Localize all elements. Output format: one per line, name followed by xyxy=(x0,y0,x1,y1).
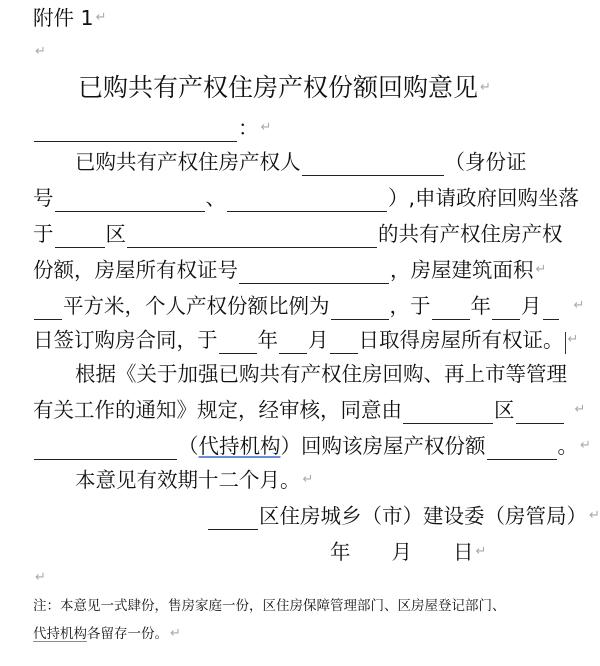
text-cursor xyxy=(565,332,566,354)
text: ，房屋建筑面积 xyxy=(390,258,534,282)
owner-name-blank[interactable] xyxy=(302,153,444,176)
cert-month-blank[interactable] xyxy=(279,331,307,354)
title-text: 已购共有产权住房产权份额回购意见 xyxy=(78,73,479,102)
p2-line2 xyxy=(33,396,585,424)
text: 各留存一份。 xyxy=(87,626,168,642)
contract-month-blank[interactable] xyxy=(492,297,520,320)
document-title xyxy=(78,74,491,102)
p1-line4 xyxy=(33,256,546,284)
p3-line xyxy=(33,466,313,494)
agency-blank-2[interactable] xyxy=(34,437,177,460)
area-blank[interactable] xyxy=(34,297,62,320)
empty-line xyxy=(33,38,46,66)
text: 已购共有产权住房产权人 xyxy=(75,150,301,174)
return-mark-icon: ↵ xyxy=(580,438,591,453)
note-line2 xyxy=(33,624,181,644)
colon: ： xyxy=(238,116,259,140)
text: 。 xyxy=(557,434,578,458)
agency-blank-1[interactable] xyxy=(516,401,564,424)
text: 注：本意见一式肆份，售房家庭一份，区住房保障管理部门、区房屋登记部门、 xyxy=(33,598,506,614)
return-mark-icon: ↵ xyxy=(574,402,586,417)
text: 年 xyxy=(470,294,491,318)
text: 日签订购房合同，于 xyxy=(33,328,218,352)
text: 日取得房屋所有权证。 xyxy=(358,328,564,352)
id-number-blank-2[interactable] xyxy=(227,189,387,212)
p1-line2 xyxy=(33,184,579,212)
text: ）回购该房屋产权份额 xyxy=(280,434,486,458)
date-line xyxy=(330,538,486,566)
signature-line xyxy=(207,502,600,530)
certificate-number-blank[interactable] xyxy=(239,261,389,284)
p1-line1 xyxy=(33,148,527,176)
share-blank[interactable] xyxy=(487,437,557,460)
text: 号 xyxy=(33,186,54,210)
return-mark-icon: ↵ xyxy=(95,10,107,25)
buyback-district-blank[interactable] xyxy=(403,401,493,424)
text: （身份证 xyxy=(444,150,527,174)
district-blank[interactable] xyxy=(55,225,105,248)
return-mark-icon: ↵ xyxy=(35,44,46,59)
return-mark-icon: ↵ xyxy=(35,570,46,585)
signature-district-blank[interactable] xyxy=(208,507,258,530)
text: 年 xyxy=(257,328,278,352)
addressee-line xyxy=(33,114,271,142)
text: 年 月 日 xyxy=(330,540,474,564)
attachment-label: 附件 1 xyxy=(33,6,94,30)
return-mark-icon: ↵ xyxy=(170,626,181,641)
id-number-blank-1[interactable] xyxy=(55,189,205,212)
text: 代持机构 xyxy=(198,434,281,458)
text: 代持机构 xyxy=(33,626,87,642)
text: 、 xyxy=(205,186,226,210)
addressee-blank[interactable] xyxy=(34,119,237,142)
p2-line1 xyxy=(33,360,567,388)
return-mark-icon: ↵ xyxy=(589,508,600,523)
return-mark-icon: ↵ xyxy=(475,544,487,559)
empty-line xyxy=(33,564,46,592)
return-mark-icon: ↵ xyxy=(573,298,585,313)
text: ，于 xyxy=(389,294,431,318)
p2-line3 xyxy=(33,432,591,460)
p1-line5 xyxy=(33,292,584,320)
text: 区住房城乡（市）建设委（房管局） xyxy=(259,504,587,528)
text: 平方米，个人产权份额比例为 xyxy=(63,294,330,318)
text: 有关工作的通知》规定，经审核，同意由 xyxy=(33,398,402,422)
text: 的共有产权住房产权 xyxy=(378,222,563,246)
text: 月 xyxy=(521,294,542,318)
address-blank[interactable] xyxy=(127,225,377,248)
contract-day-blank[interactable] xyxy=(543,297,559,320)
text: ）,申请政府回购坐落 xyxy=(388,186,580,210)
text: 区 xyxy=(494,398,515,422)
text: 份额，房屋所有权证号 xyxy=(33,258,238,282)
return-mark-icon: ↵ xyxy=(567,332,579,347)
return-mark-icon: ↵ xyxy=(535,262,547,277)
p1-line6 xyxy=(33,326,578,354)
text: 区 xyxy=(105,222,126,246)
return-mark-icon: ↵ xyxy=(480,80,491,95)
text: 根据《关于加强已购共有产权住房回购、再上市等管理 xyxy=(75,362,567,386)
cert-day-blank[interactable] xyxy=(330,331,358,354)
contract-year-blank[interactable] xyxy=(432,297,470,320)
cert-year-blank[interactable] xyxy=(219,331,257,354)
text: 于 xyxy=(33,222,54,246)
return-mark-icon: ↵ xyxy=(302,472,314,487)
return-mark-icon: ↵ xyxy=(260,120,272,135)
p1-line3 xyxy=(33,220,563,248)
text: （ xyxy=(178,434,199,458)
note-line1 xyxy=(33,596,506,616)
text: 月 xyxy=(308,328,329,352)
attachment-label-line xyxy=(33,4,106,32)
ratio-blank[interactable] xyxy=(331,297,389,320)
text: 本意见有效期十二个月。 xyxy=(75,468,301,492)
